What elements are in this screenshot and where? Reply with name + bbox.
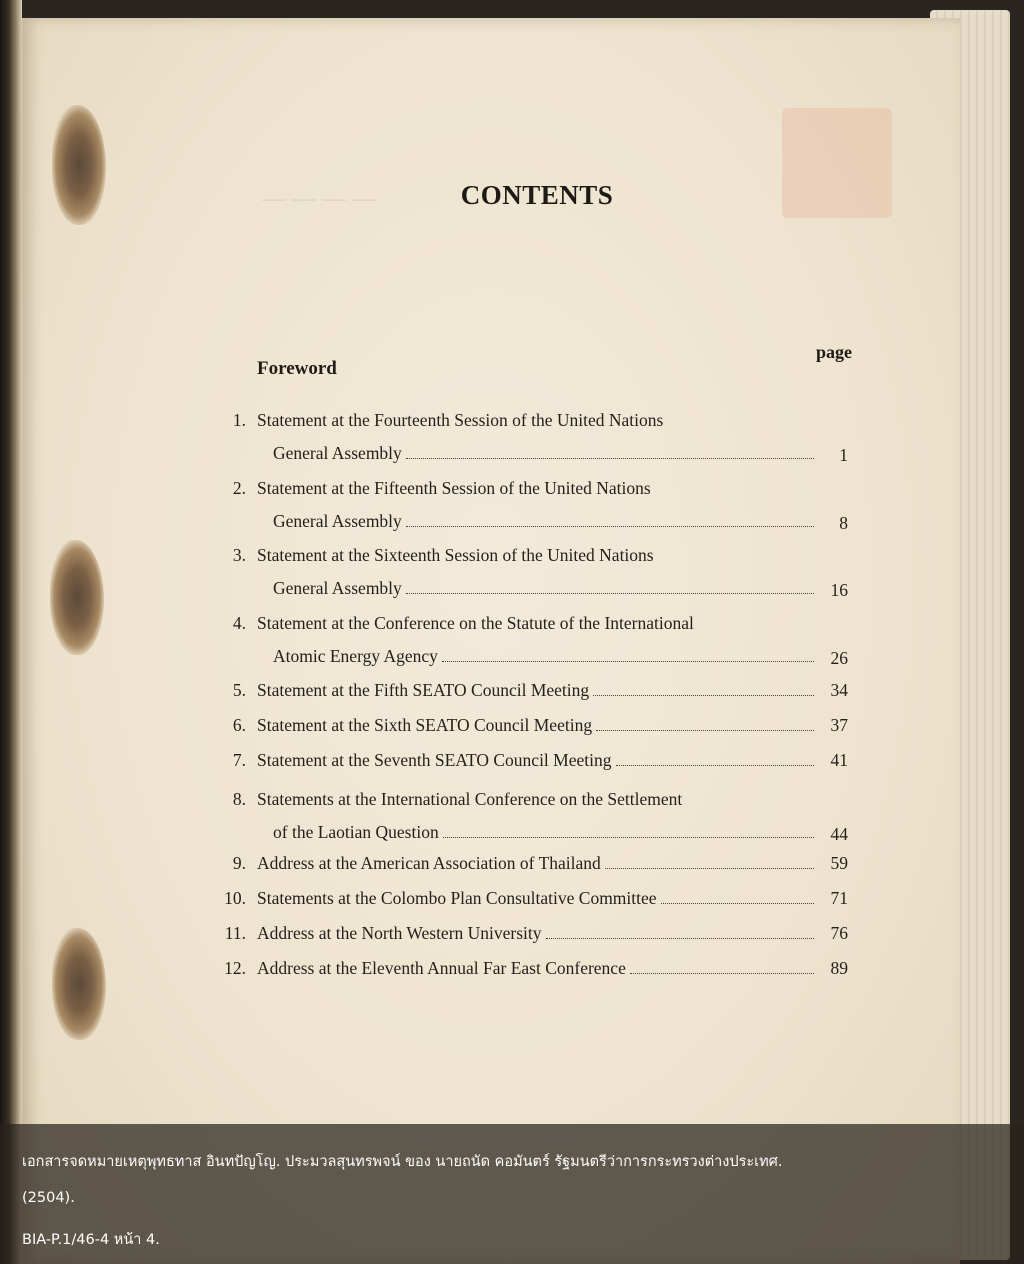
toc-entry-number: 5. xyxy=(232,680,246,700)
toc-entry-page: 59 xyxy=(830,853,848,873)
dot-leader xyxy=(406,592,814,594)
toc-entry-number: 3. xyxy=(232,545,246,565)
toc-entry-title: Statement at the Fourteenth Session of the United Nations xyxy=(257,410,664,430)
toc-entry-title: Address at the American Association of Thailand xyxy=(257,853,601,873)
dot-leader xyxy=(406,525,814,527)
dot-leader xyxy=(442,660,814,662)
toc-entry-title: Statement at the Fifth SEATO Council Meeting xyxy=(257,680,590,700)
toc-entry-title-continued: Atomic Energy Agency xyxy=(273,646,438,666)
page-title: CONTENTS xyxy=(460,180,614,210)
bleed-through-text: — — — — xyxy=(262,186,376,212)
toc-entry-title: Address at the Eleventh Annual Far East Conference xyxy=(257,958,626,978)
toc-entry-title: Statements at the Colombo Plan Consultative Committee xyxy=(257,888,657,908)
toc-entry-page: 37 xyxy=(830,715,848,735)
toc-entry-title: Statement at the Sixteenth Session of the United Nations xyxy=(257,545,654,565)
toc-entry-title: Statement at the Sixth SEATO Council Meeting xyxy=(257,715,593,735)
caption-line-3: BIA-P.1/46-4 หน้า 4. xyxy=(22,1232,160,1248)
dot-leader xyxy=(406,457,814,459)
toc-entry-title: Statement at the Conference on the Statute of the International xyxy=(257,613,694,633)
toc-entry-page: 34 xyxy=(830,680,848,700)
dot-leader xyxy=(596,729,814,731)
caption-line-2: (2504). xyxy=(22,1190,75,1206)
toc-entry-number: 1. xyxy=(232,410,246,430)
toc-entry-title-continued: General Assembly xyxy=(273,443,402,463)
toc-entry-title: Statements at the International Conference on the Settlement xyxy=(257,789,683,809)
toc-entry-page: 1 xyxy=(839,445,848,465)
toc-entry-number: 9. xyxy=(232,853,246,873)
toc-entry-page: 71 xyxy=(830,888,848,908)
toc-entry-number: 6. xyxy=(232,715,246,735)
toc-entry-page: 26 xyxy=(830,648,848,668)
toc-entry-number: 12. xyxy=(224,958,246,978)
caption-line-1: เอกสารจดหมายเหตุพุทธทาส อินทปัญโญ. ประมวลสุนทรพจน์ ของ นายถนัด คอมันตร์ รัฐมนตรีว่าการกระทรวงต่างประเทศ. xyxy=(22,1154,783,1170)
toc-entry-title: Statement at the Seventh SEATO Council Meeting xyxy=(257,750,612,770)
toc-entry-page: 76 xyxy=(830,923,848,943)
dot-leader xyxy=(593,694,814,696)
toc-entry-page: 44 xyxy=(830,824,848,844)
dot-leader xyxy=(630,972,814,974)
page-column-header: page xyxy=(816,342,852,362)
binding-hole-bottom xyxy=(52,928,106,1040)
toc-entry-page: 8 xyxy=(839,513,848,533)
toc-entry-page: 16 xyxy=(830,580,848,600)
toc-entry-number: 2. xyxy=(232,478,246,498)
toc-entry-title-continued: General Assembly xyxy=(273,511,402,531)
toc-entry-title-continued: of the Laotian Question xyxy=(273,822,439,842)
binding-hole-middle xyxy=(50,540,104,655)
dot-leader xyxy=(616,764,815,766)
toc-entry-title: Address at the North Western University xyxy=(257,923,542,943)
dot-leader xyxy=(661,902,814,904)
dot-leader xyxy=(605,867,814,869)
toc-entry-page: 89 xyxy=(830,958,848,978)
toc-entry-number: 10. xyxy=(224,888,246,908)
dot-leader xyxy=(546,937,814,939)
toc-entry-title: Statement at the Fifteenth Session of the United Nations xyxy=(257,478,651,498)
toc-entry-number: 7. xyxy=(232,750,246,770)
foreword-heading: Foreword xyxy=(257,358,337,379)
toc-entry-page: 41 xyxy=(830,750,848,770)
toc-entry-title-continued: General Assembly xyxy=(273,578,402,598)
caption-overlay xyxy=(0,1124,1024,1264)
toc-entry-number: 8. xyxy=(232,789,246,809)
toc-entry-number: 4. xyxy=(232,613,246,633)
dot-leader xyxy=(443,836,814,838)
toc-entry-number: 11. xyxy=(224,923,246,943)
